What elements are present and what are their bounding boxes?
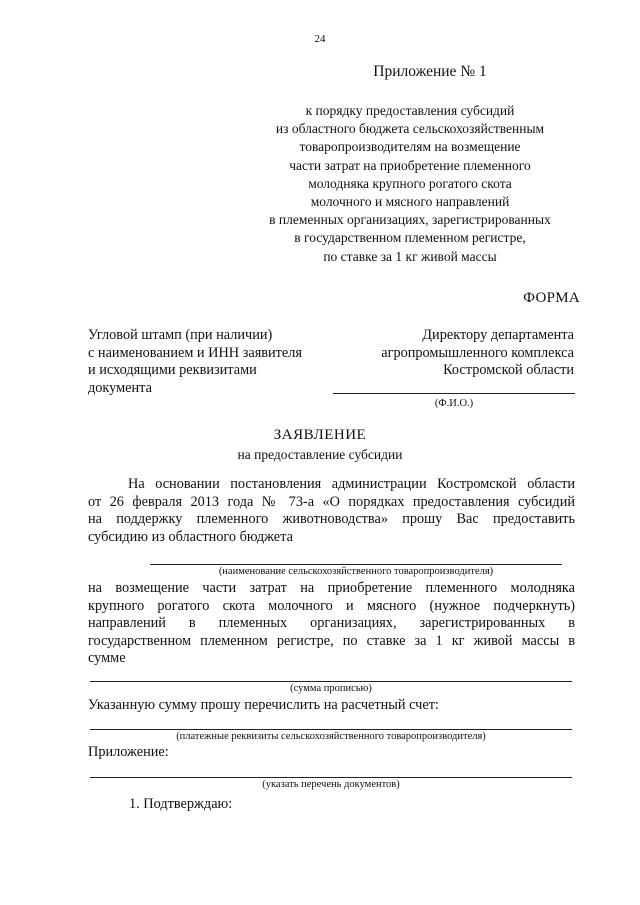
fio-blank-line xyxy=(333,393,575,394)
appendix-line: части затрат на приобретение племенного xyxy=(289,157,531,173)
stamp-line: и исходящими реквизитами xyxy=(88,362,257,379)
producer-name-line xyxy=(150,564,562,565)
documents-list-line xyxy=(90,777,572,778)
appendix-line: в государственном племенном регистре, xyxy=(294,230,526,246)
payment-details-line xyxy=(90,729,572,730)
appendix-line: молодняка крупного рогатого скота xyxy=(308,175,512,191)
paragraph-line: на поддержку племенного животноводства» прошу Вас предоставить xyxy=(88,511,575,528)
paragraph-line: государственном племенном регистре, по ставке за 1 кг живой массы в xyxy=(88,632,575,649)
form-label: ФОРМА xyxy=(523,290,580,306)
appendix-line: из областного бюджета сельскохозяйственным xyxy=(275,121,545,137)
corner-stamp-note xyxy=(88,327,328,397)
payment-details-caption: (платежные реквизиты сельскохозяйственного товаропроизводителя) xyxy=(176,731,486,742)
amount-line xyxy=(90,681,572,682)
reimbursement-paragraph xyxy=(88,580,575,668)
paragraph-line: На основании постановления администрации Костромской области xyxy=(128,476,575,492)
paragraph-line: на возмещение части затрат на приобретение племенного молодняка xyxy=(88,580,575,596)
paragraph-line: субсидию из областного бюджета xyxy=(88,528,293,545)
stamp-line: с наименованием и ИНН заявителя xyxy=(88,344,302,361)
recipient-line: Директору департамента xyxy=(422,327,574,343)
document-subtitle: на предоставление субсидии xyxy=(237,447,403,462)
stamp-line: Угловой штамп (при наличии) xyxy=(88,327,273,343)
producer-name-caption: (наименование сельскохозяйственного товаропроизводителя) xyxy=(218,566,494,577)
appendix-line: товаропроизводителям на возмещение xyxy=(299,139,521,155)
paragraph-line: направлений в племенных организациях, зарегистрированных в xyxy=(88,615,575,632)
paragraph-line: крупного рогатого скота молочного и мясного (нужное подчеркнуть) xyxy=(88,597,575,614)
recipient-line: агропромышленного комплекса xyxy=(381,344,574,361)
transfer-request: Указанную сумму прошу перечислить на расчетный счет: xyxy=(88,697,439,713)
recipient-line: Костромской области xyxy=(443,362,574,379)
appendix-description xyxy=(240,102,580,266)
appendix-line: молочного и мясного направлений xyxy=(310,194,510,210)
recipient-block xyxy=(320,327,574,380)
paragraph-line: от 26 февраля 2013 года № 73-а «О порядках предоставления субсидий xyxy=(88,493,575,510)
document-title: ЗАЯВЛЕНИЕ xyxy=(273,427,367,443)
appendix-line: в племенных организациях, зарегистрированных xyxy=(269,212,551,228)
basis-paragraph xyxy=(88,476,575,546)
appendix-line: по ставке за 1 кг живой массы xyxy=(323,248,497,264)
confirmation-item: 1. Подтверждаю: xyxy=(129,796,233,812)
paragraph-line: сумме xyxy=(88,650,126,667)
documents-list-caption: (указать перечень документов) xyxy=(262,779,400,790)
amount-caption: (сумма прописью) xyxy=(290,683,372,694)
appendix-line: к порядку предоставления субсидий xyxy=(305,103,515,118)
page-number: 24 xyxy=(314,33,326,45)
appendix-title: Приложение № 1 xyxy=(373,63,487,80)
stamp-line: документа xyxy=(88,379,152,396)
fio-caption: (Ф.И.О.) xyxy=(434,398,474,409)
attachment-label: Приложение: xyxy=(88,744,169,760)
